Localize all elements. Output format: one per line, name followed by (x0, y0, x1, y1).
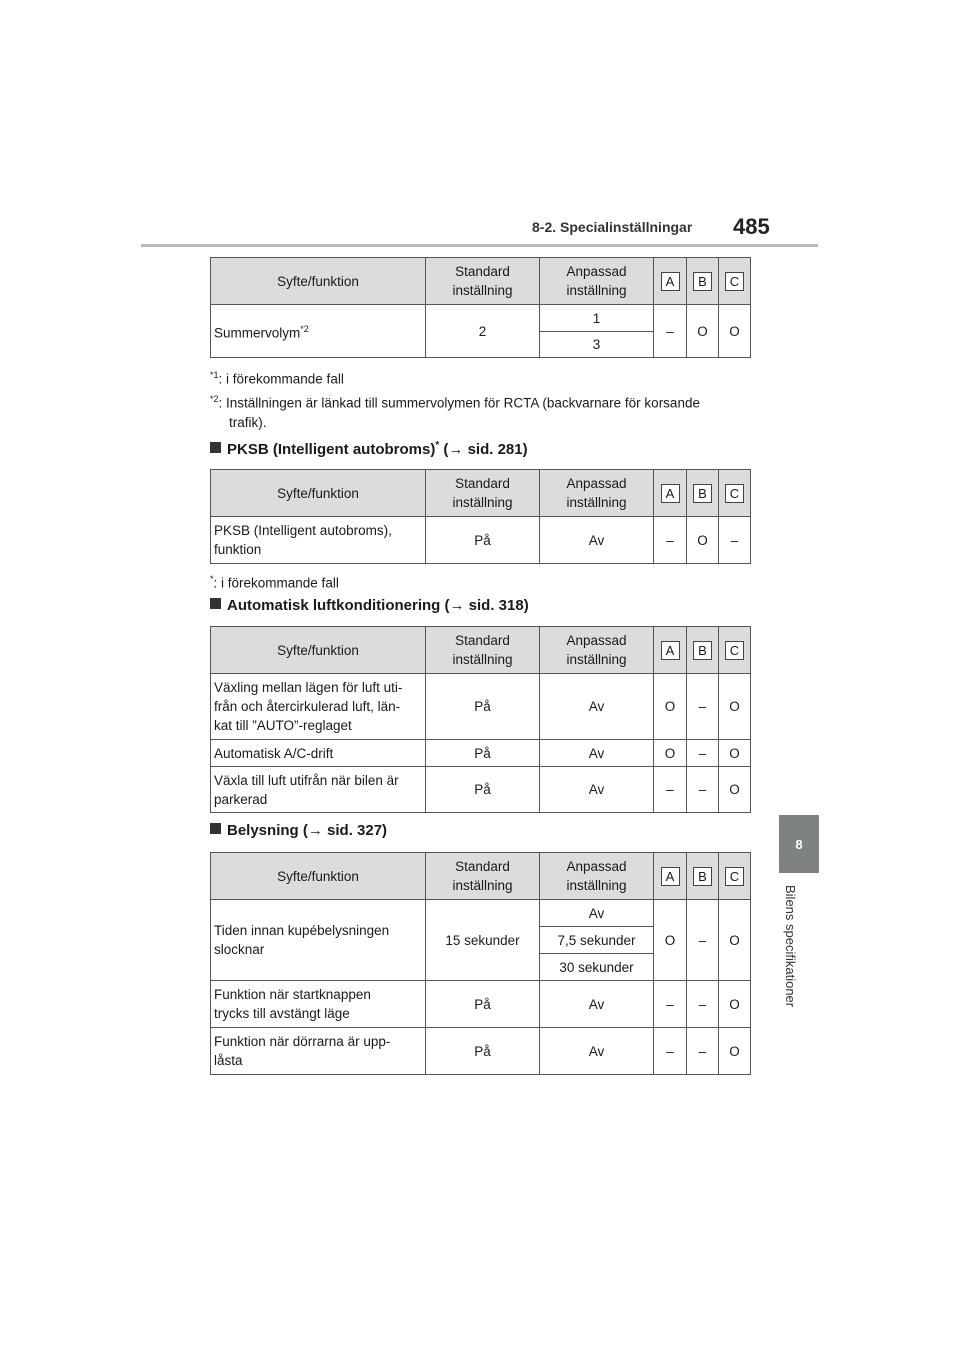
cell-c: O (719, 767, 751, 813)
header-a: A (654, 627, 687, 674)
cell-standard: 2 (426, 305, 540, 358)
cell-a: O (654, 740, 687, 767)
header-a: A (654, 470, 687, 517)
cell-a: O (654, 674, 687, 740)
cell-custom: Av (540, 517, 654, 564)
cell-a: – (654, 1028, 687, 1075)
cell-standard: På (426, 767, 540, 813)
table-summervolym (210, 257, 751, 358)
section-heading-ac: Automatisk luftkonditionering (→ sid. 318) (210, 597, 529, 614)
header-custom: Anpassad inställning (540, 853, 654, 900)
chapter-tab (779, 815, 819, 873)
header-b: B (687, 853, 719, 900)
header-standard: Standard inställning (426, 853, 540, 900)
cell-b: – (687, 900, 719, 981)
table-row (211, 305, 751, 332)
footnote-1: $^{*1}$: i förekommande fall (210, 370, 344, 387)
cell-custom: Av (540, 767, 654, 813)
cell-custom: 3 (540, 332, 654, 358)
table-row (211, 740, 751, 767)
cell-function: Växla till luft utifrån när bilen är parkerad (211, 767, 426, 813)
header-c: C (719, 470, 751, 517)
header-standard: Standard inställning (426, 470, 540, 517)
cell-b: O (687, 305, 719, 358)
cell-standard: På (426, 517, 540, 564)
table-row (211, 981, 751, 1028)
footnote-2: $^{*2}$: Inställningen är länkad till summervolymen för RCTA (backvarnare för korsande trafik). (210, 394, 700, 430)
bullet-square-icon (210, 823, 221, 834)
header-function: Syfte/funktion (211, 470, 426, 517)
header-standard: Standard inställning (426, 627, 540, 674)
cell-function: Tiden innan kupébelysningen slocknar (211, 900, 426, 981)
header-a: A (654, 853, 687, 900)
header-custom: Anpassad inställning (540, 258, 654, 305)
bullet-square-icon (210, 442, 221, 453)
cell-function: Funktion när dörrarna är upp- låsta (211, 1028, 426, 1075)
cell-custom: Av (540, 740, 654, 767)
cell-custom: 7,5 sekunder (540, 927, 654, 954)
cell-custom: Av (540, 1028, 654, 1075)
header-custom: Anpassad inställning (540, 627, 654, 674)
cell-c: O (719, 674, 751, 740)
cell-b: – (687, 981, 719, 1028)
chapter-side-title: Bilens specifikationer (783, 885, 798, 1008)
header-custom: Anpassad inställning (540, 470, 654, 517)
bullet-square-icon (210, 598, 221, 609)
cell-custom: 30 sekunder (540, 954, 654, 981)
cell-custom: Av (540, 674, 654, 740)
cell-a: – (654, 767, 687, 813)
cell-b: – (687, 740, 719, 767)
header-function: Syfte/funktion (211, 627, 426, 674)
cell-function: Växling mellan lägen för luft uti- från och återcirkulerad luft, län- kat till ”AUTO”-reglaget (211, 674, 426, 740)
header-rule (141, 244, 818, 247)
header-c: C (719, 258, 751, 305)
section-heading-pksb: PKSB (Intelligent autobroms)* (→ sid. 281) (210, 440, 528, 458)
section-heading-lighting: Belysning (→ sid. 327) (210, 822, 387, 839)
table-pksb (210, 469, 751, 564)
cell-custom: 1 (540, 305, 654, 332)
header-b: B (687, 627, 719, 674)
cell-c: O (719, 1028, 751, 1075)
header-function: Syfte/funktion (211, 258, 426, 305)
cell-a: – (654, 305, 687, 358)
table-header-row (211, 470, 751, 517)
header-b: B (687, 470, 719, 517)
cell-c: O (719, 740, 751, 767)
cell-b: – (687, 767, 719, 813)
table-row (211, 674, 751, 740)
header-b: B (687, 258, 719, 305)
header-standard: Standard inställning (426, 258, 540, 305)
cell-function: Summervolym$^{*2}$ (211, 305, 426, 358)
cell-c: – (719, 517, 751, 564)
table-header-row (211, 258, 751, 305)
table-row (211, 900, 751, 927)
page-number: 485 (733, 214, 770, 239)
cell-c: O (719, 981, 751, 1028)
table-row (211, 1028, 751, 1075)
table-ac (210, 626, 751, 813)
header-c: C (719, 853, 751, 900)
cell-a: O (654, 900, 687, 981)
table-row (211, 517, 751, 564)
header-a: A (654, 258, 687, 305)
section-title: 8-2. Specialinställningar (532, 219, 693, 235)
cell-a: – (654, 517, 687, 564)
cell-b: – (687, 674, 719, 740)
header-function: Syfte/funktion (211, 853, 426, 900)
table-header-row (211, 627, 751, 674)
cell-standard: På (426, 674, 540, 740)
cell-standard: På (426, 1028, 540, 1075)
table-header-row (211, 853, 751, 900)
chapter-number: 8 (795, 836, 803, 852)
cell-standard: På (426, 740, 540, 767)
cell-standard: På (426, 981, 540, 1028)
header-c: C (719, 627, 751, 674)
cell-custom: Av (540, 981, 654, 1028)
cell-function: PKSB (Intelligent autobroms), funktion (211, 517, 426, 564)
cell-a: – (654, 981, 687, 1028)
cell-function: Automatisk A/C-drift (211, 740, 426, 767)
table-lighting (210, 852, 751, 1075)
cell-b: – (687, 1028, 719, 1075)
cell-c: O (719, 900, 751, 981)
footnote-3: *: i förekommande fall (210, 574, 339, 591)
cell-custom: Av (540, 900, 654, 927)
cell-standard: 15 sekunder (426, 900, 540, 981)
cell-function: Funktion när startknappen trycks till avstängt läge (211, 981, 426, 1028)
cell-b: O (687, 517, 719, 564)
cell-c: O (719, 305, 751, 358)
table-row (211, 767, 751, 813)
